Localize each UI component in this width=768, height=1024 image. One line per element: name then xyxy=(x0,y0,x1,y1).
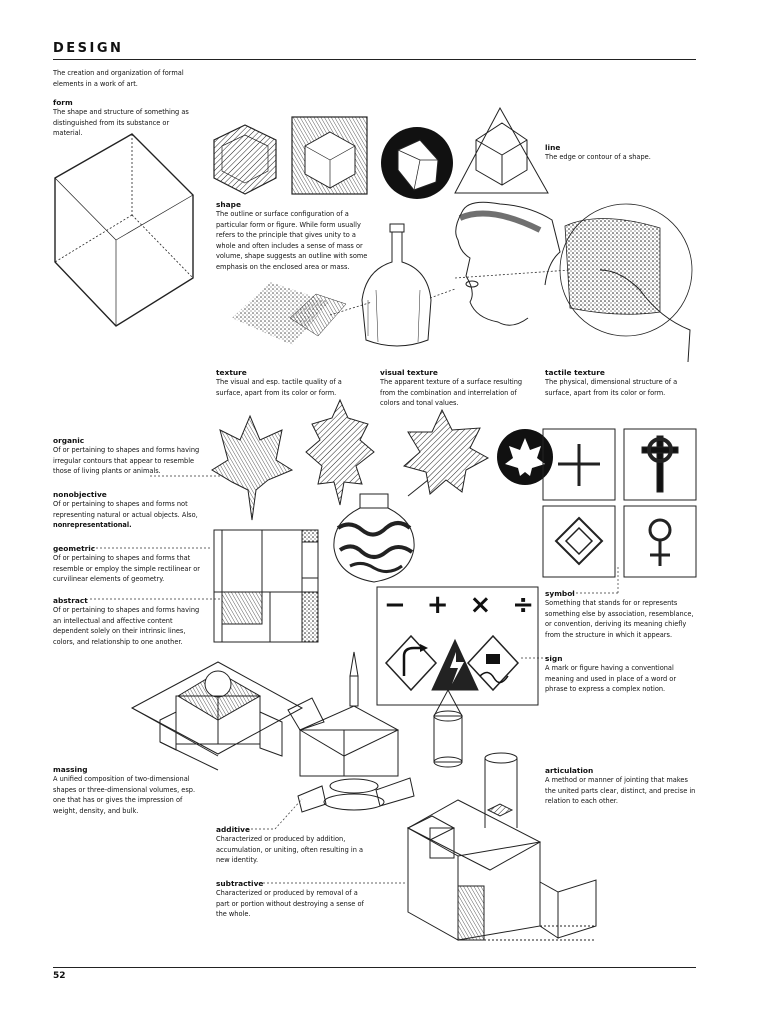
term-definition: The physical, dimensional structure of a surface, apart from its color or form. xyxy=(545,378,678,397)
shape-hexagon xyxy=(214,125,276,194)
entry-nonobjective xyxy=(53,490,203,531)
term-definition: The visual and esp. tactile quality of a surface, apart from its color or form. xyxy=(216,378,342,397)
term-definition: Characterized or produced by removal of a part or portion without destroying a sense of the whole. xyxy=(216,889,364,918)
minus-sign: − xyxy=(384,590,406,620)
term-definition: A method or manner of jointing that makes the united parts clear, distinct, and precise in relation to each other. xyxy=(545,776,696,805)
term-definition: Characterized or produced by addition, accumulation, or uniting, often resulting in a new identity. xyxy=(216,835,364,864)
term-label: organic xyxy=(53,436,85,445)
massing-building xyxy=(132,662,302,770)
face-drawing xyxy=(456,202,560,325)
term-label: sign xyxy=(545,654,563,663)
maple-leaf-shaded xyxy=(404,410,488,494)
entry-tactile-texture xyxy=(545,368,693,398)
vase-drawing xyxy=(362,224,431,346)
entry-symbol xyxy=(545,589,697,640)
term-label: form xyxy=(53,98,73,107)
term-definition xyxy=(53,499,203,531)
term-definition: Of or pertaining to shapes and forms having an intellectual and affective content dependent solely on their intrinsic lines, colors, and relationship to one another. xyxy=(53,606,200,646)
term-label: geometric xyxy=(53,544,96,553)
term-label: shape xyxy=(216,200,241,209)
form-cube xyxy=(55,134,193,326)
term-definition: The edge or contour of a shape. xyxy=(545,153,651,161)
entry-visual-texture xyxy=(380,368,528,409)
term-definition: The outline or surface configuration of a particular form or figure. While form usually refers to the principle that gives unity to a whole and often includes a sense of mass or volume, shape suggests an outline with some emphasis on the enclosed area or mass. xyxy=(216,210,368,271)
maple-leaf-circle xyxy=(497,429,553,485)
entry-abstract xyxy=(53,596,203,647)
term-definition: Something that stands for or represents something else by association, resemblance, or convention, deriving its meaning chiefly from the structure in which it appears. xyxy=(545,599,694,639)
term-definition: A unified composition of two-dimensional shapes or three-dimensional volumes, esp. one that has or gives the impression of weight, density, and bulk. xyxy=(53,775,196,815)
cone-cylinder xyxy=(434,690,462,767)
term-label: additive xyxy=(216,825,250,834)
oak-leaf xyxy=(306,400,374,505)
definition-text: Of or pertaining to shapes and forms not representing natural or actual objects. Also, xyxy=(53,500,198,519)
entry-massing xyxy=(53,765,198,816)
cross-reference-term: nonrepresentational. xyxy=(53,521,132,529)
entry-shape xyxy=(216,200,368,272)
entry-articulation xyxy=(545,766,697,807)
term-label: line xyxy=(545,143,561,152)
math-signs-row xyxy=(384,590,534,620)
intro-text: The creation and organization of formal elements in a work of art. xyxy=(53,69,184,88)
grid-composition xyxy=(214,530,318,642)
entry-sign xyxy=(545,654,697,695)
term-label: symbol xyxy=(545,589,575,598)
entry-texture xyxy=(216,368,361,398)
pot-drawing xyxy=(334,494,414,582)
term-label: visual texture xyxy=(380,368,438,377)
entry-organic xyxy=(53,436,203,477)
entry-geometric xyxy=(53,544,203,585)
additive-building xyxy=(288,652,414,812)
divide-sign: ÷ xyxy=(512,590,534,620)
entry-form xyxy=(53,98,193,139)
term-label: massing xyxy=(53,765,88,774)
term-definition: A mark or figure having a conventional meaning and used in place of a word or phrase to express a complex notion. xyxy=(545,664,677,693)
term-label: texture xyxy=(216,368,247,377)
term-label: subtractive xyxy=(216,879,264,888)
texture-swatch xyxy=(232,282,346,345)
term-label: tactile texture xyxy=(545,368,605,377)
page-title: DESIGN xyxy=(53,41,124,56)
shape-circle xyxy=(381,127,453,199)
term-label: abstract xyxy=(53,596,88,605)
page-number: 52 xyxy=(53,971,66,981)
times-sign: × xyxy=(469,590,492,620)
symbol-boxes xyxy=(543,429,696,577)
entry-line xyxy=(545,143,685,163)
term-definition: The shape and structure of something as distinguished from its substance or material. xyxy=(53,108,189,137)
shape-triangle xyxy=(455,108,548,193)
term-definition: Of or pertaining to shapes and forms having irregular contours that appear to resemble those of living plants or animals. xyxy=(53,446,200,475)
term-label: nonobjective xyxy=(53,490,107,499)
entry-additive xyxy=(216,825,366,866)
term-label: articulation xyxy=(545,766,594,775)
plus-sign: + xyxy=(426,590,449,620)
footer-rule xyxy=(53,967,696,968)
entry-subtractive xyxy=(216,879,371,920)
shape-square-hex xyxy=(292,117,367,194)
term-definition: The apparent texture of a surface resulting from the combination and interrelation of colors and tonal values. xyxy=(380,378,523,407)
maple-leaf-outline xyxy=(212,416,292,520)
term-definition: Of or pertaining to shapes and forms that resemble or employ the simple rectilinear or curvilinear elements of geometry. xyxy=(53,554,201,583)
